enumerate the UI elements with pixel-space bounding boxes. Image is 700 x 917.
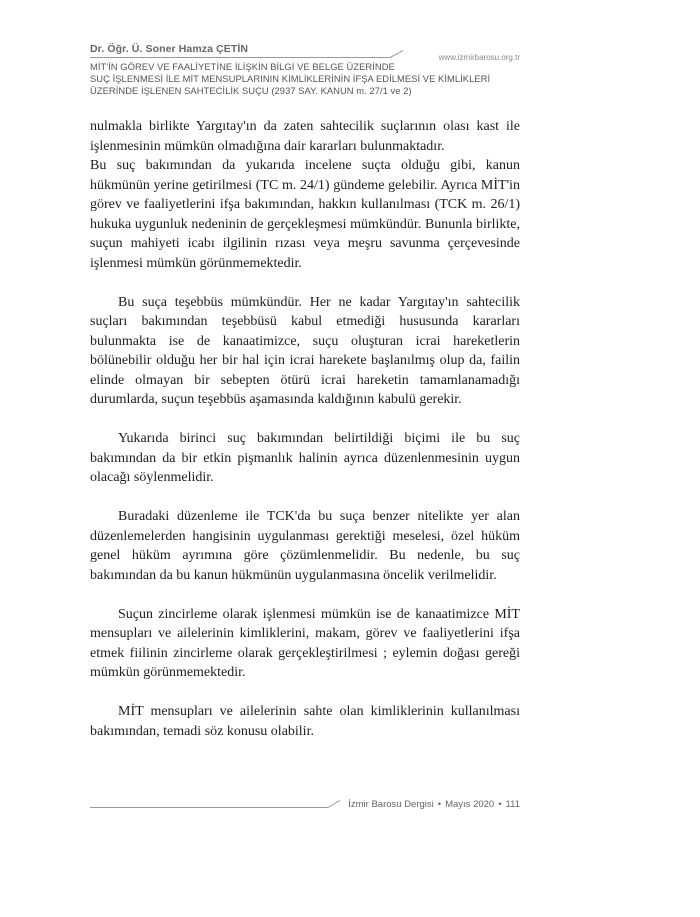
page-header [90,43,520,96]
website-url[interactable]: www.izmirbarosu.org.tr [438,53,520,62]
footer-separator: • [437,799,442,810]
author-name: Dr. Öğr. Ü. Soner Hamza ÇETİN [90,43,249,55]
paragraph: MİT mensupları ve ailelerinin sahte olan kimliklerinin kullanılması bakımından, temadi söz konusu olabilir. [90,704,520,739]
footer-info [338,799,520,810]
header-rule [90,57,390,58]
body-text [90,117,520,761]
journal-name: İzmir Barosu Dergisi [348,799,434,810]
issue-date: Mayıs 2020 [445,799,495,810]
footer-rule [90,807,328,808]
paragraph: Yukarıda birinci suç bakımından belirtildiği biçimi ile bu suç bakımından da bir etkin pişmanlık halinin ayrıca düzenlenmesinin uygun olacağı söylenmelidir. [90,431,520,485]
article-title [90,61,520,97]
footer-separator: • [498,799,502,810]
page-number: 111 [505,799,520,810]
article-title-line: SUÇ İŞLENMESİ İLE MİT MENSUPLARININ KİMLİKLERİNİN İFŞA EDİLMESİ VE KİMLİKLERİ [90,73,491,84]
paragraph: Bu suç bakımından da yukarıda incelene suçta olduğu gibi, kanun hükmünün yerine getirilmesi (TC m. 24/1) gündeme gelebilir. Ayrıca MİT'in görev ve faaliyetlerini ifşa bakımından, hakkın kullanılması (TCK m. 26/1) hukuka uygunluk nedeninin de gerçekleşmesi mümkündür. Bununla birlikte, suçun mahiyeti icabı ilgilinin rızası veya meşru savunma çerçevesinde işlenmesi mümkün görünmemektedir. [90,158,520,271]
article-title-line: MİT'İN GÖREV VE FAALİYETİNE İLİŞKİN BİLGİ VE BELGE ÜZERİNDE [90,61,395,72]
page-footer [90,795,520,815]
paragraph-continued: nulmakla birlikte Yargıtay'ın da zaten sahtecilik suçlarının olası kast ile işlenmesinin mümkün olmadığına dair kararları bulunmaktadır. [90,119,520,154]
paragraph: Suçun zincirleme olarak işlenmesi mümkün ise de kanaatimizce MİT mensupları ve ailelerinin kimliklerini, makam, görev ve faaliyetlerini ifşa etmek fiilinin zincirleme olarak gerçekleştirilmesi ; eylemin doğası gereği mümkün görünmemektedir. [90,606,520,680]
paragraph: Bu suça teşebbüs mümkündür. Her ne kadar Yargıtay'ın sahtecilik suçları bakımından teşebbüsü kabul etmediği hususunda kararları bulunmakta ise de kanaatimizce, suçu oluşturan icrai hareketlerin bölünebilir olduğu her bir hal için icrai harekete başlanılmış olup da, failin elinde olmayan bir sebepten ötürü icrai hareketin tamamlanamadığı durumlarda, suçun teşebbüs aşamasında kaldığının kabulü gerekir. [90,294,520,407]
paragraph: Buradaki düzenleme ile TCK'da bu suça benzer nitelikte yer alan düzenlemelerden hangisinin uygulanması gerektiği meselesi, özel hüküm genel hüküm ayrımına göre çözümlenmelidir. Bu nedenle, bu suç bakımından da bu kanun hükmünün uygulanmasına öncelik verilmelidir. [90,509,520,583]
article-title-line: ÜZERİNDE İŞLENEN SAHTECİLİK SUÇU (2937 SAY. KANUN m. 27/1 ve 2) [90,85,412,96]
